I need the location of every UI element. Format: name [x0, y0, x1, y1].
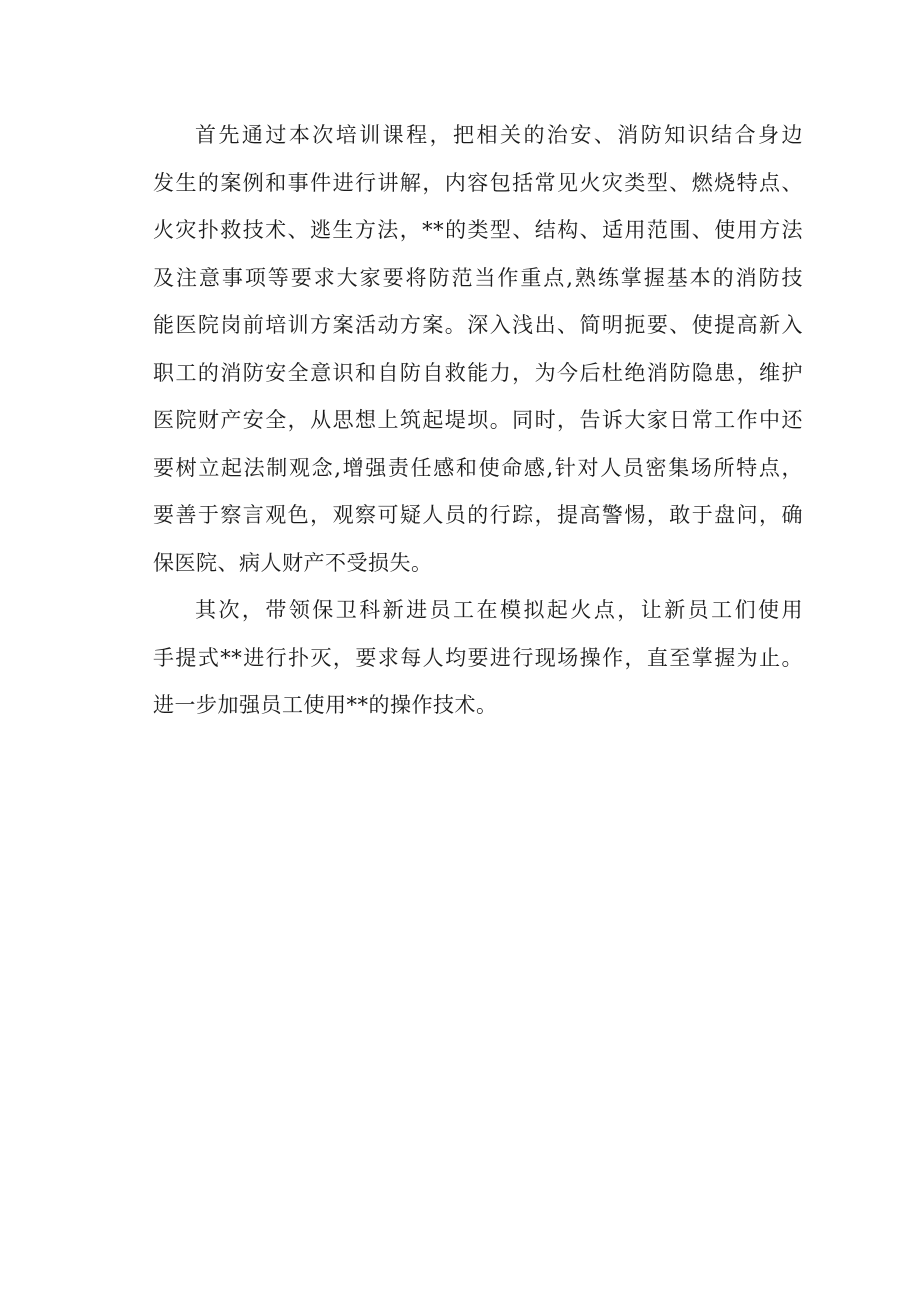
- text-line: 职工的消防安全意识和自防自救能力，为今后杜绝消防隐患，维护: [153, 360, 803, 385]
- text-line: 医院财产安全，从思想上筑起堤坝。同时，告诉大家日常工作中还: [153, 408, 803, 432]
- text-line: 发生的案例和事件进行讲解，内容包括常见火灾类型、燃烧特点、: [153, 170, 803, 195]
- document-body: [153, 112, 803, 730]
- text-line: 手提式**进行扑灭，要求每人均要进行现场操作，直至掌握为止。: [153, 645, 803, 670]
- text-line: 能医院岗前培训方案活动方案。深入浅出、简明扼要、使提高新入: [153, 313, 803, 337]
- paragraph-1: [153, 112, 803, 587]
- text-line: 要树立起法制观念,增强责任感和使命感,针对人员密集场所特点，: [153, 455, 803, 480]
- text-line: 及注意事项等要求大家要将防范当作重点,熟练掌握基本的消防技: [153, 265, 803, 290]
- text-line: 其次，带领保卫科新进员工在模拟起火点，让新员工们使用: [195, 598, 803, 622]
- text-line: 保医院、病人财产不受损失。: [153, 550, 433, 575]
- text-line: 首先通过本次培训课程，把相关的治安、消防知识结合身边: [195, 123, 803, 147]
- text-line: 进一步加强员工使用**的操作技术。: [153, 693, 498, 717]
- text-line: 要善于察言观色，观察可疑人员的行踪，提高警惕，敢于盘问，确: [153, 503, 803, 527]
- text-line: 火灾扑救技术、逃生方法，**的类型、结构、适用范围、使用方法: [153, 218, 803, 242]
- paragraph-2: [153, 587, 803, 730]
